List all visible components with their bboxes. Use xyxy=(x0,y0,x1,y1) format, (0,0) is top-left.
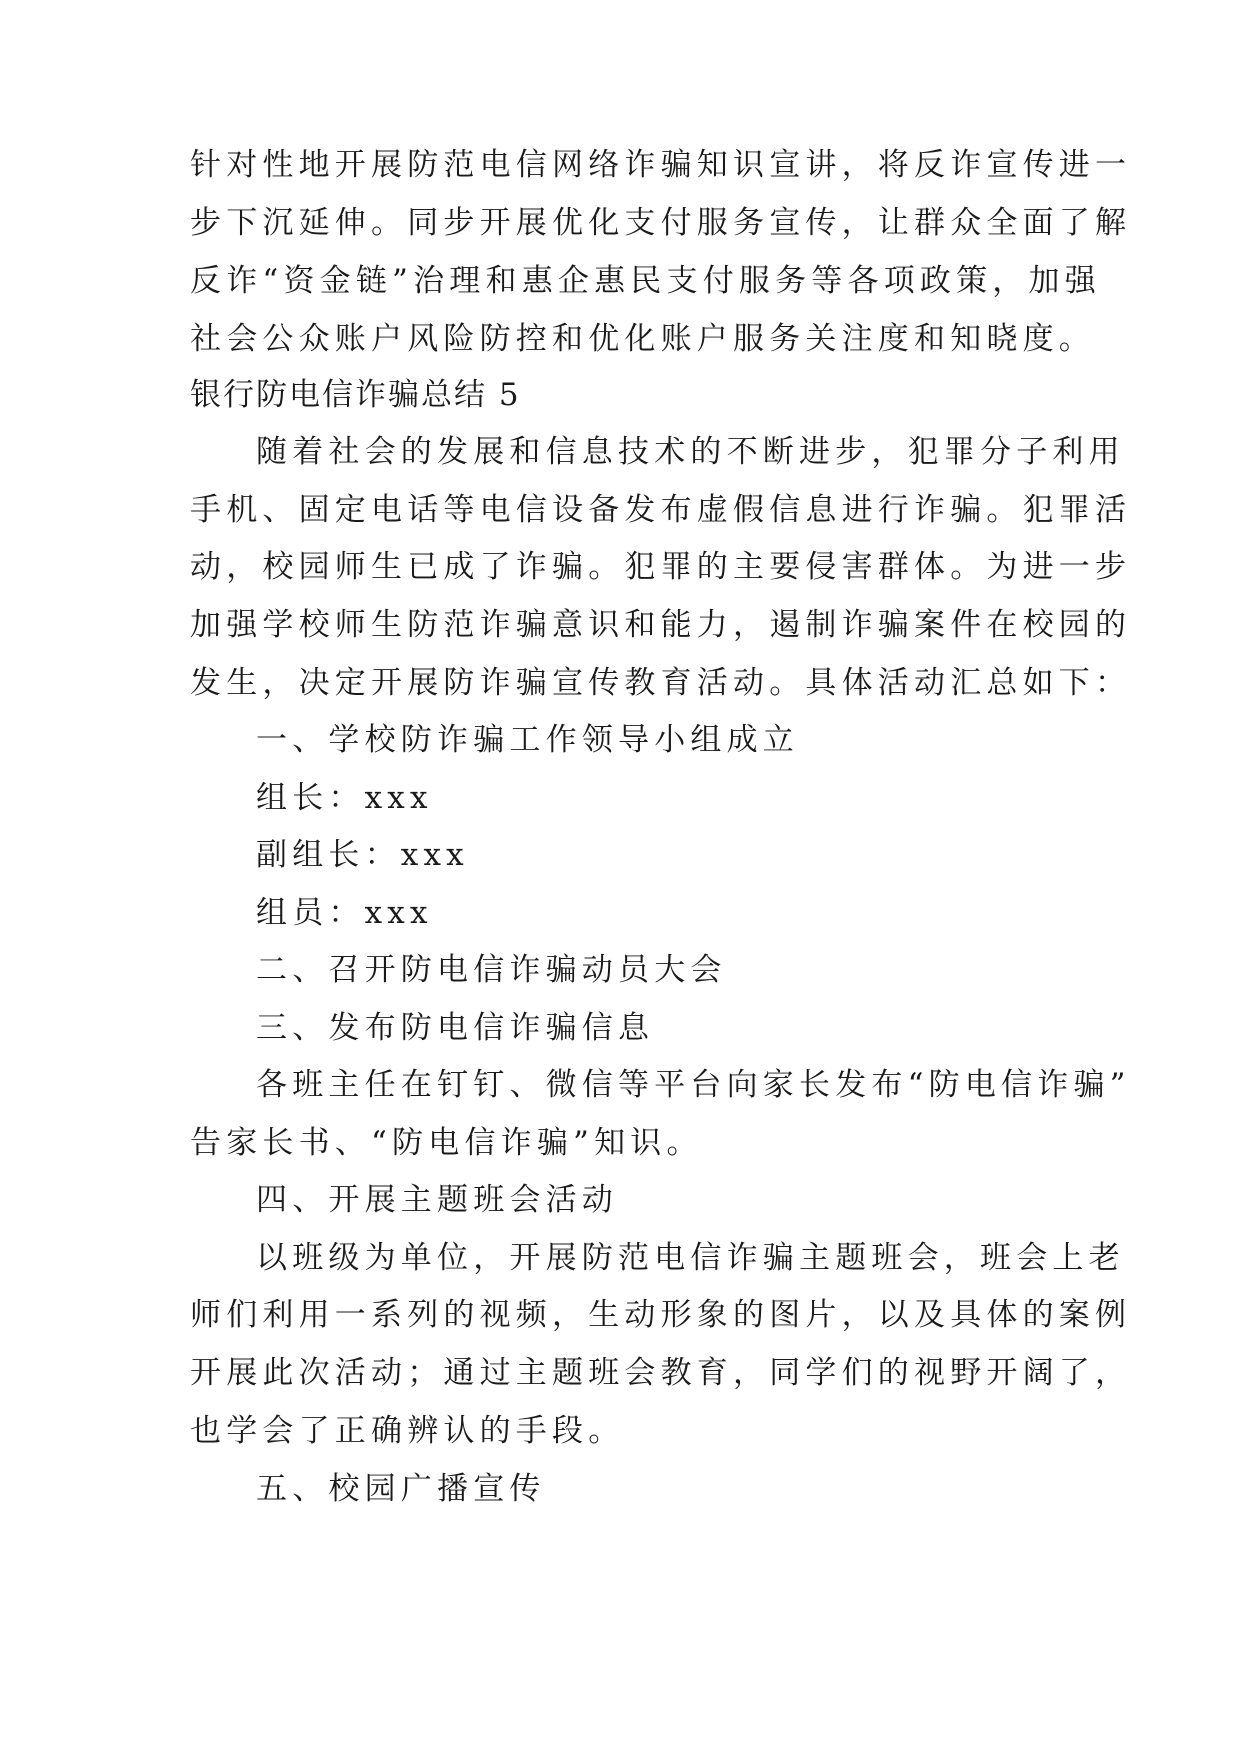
paragraph-line: 针对性地开展防范电信网络诈骗知识宣讲，将反诈宣传进一 xyxy=(190,147,1132,183)
paragraph-line: 加强学校师生防范诈骗意识和能力，遏制诈骗案件在校园的 xyxy=(190,607,1132,643)
heading-item: 二、召开防电信诈骗动员大会 xyxy=(256,952,727,988)
paragraph-line: 反诈“资金链”治理和惠企惠民支付服务等各项政策，加强 xyxy=(190,263,1101,299)
paragraph-line: 告家长书、“防电信诈骗”知识。 xyxy=(190,1125,703,1161)
paragraph-line: 步下沉延伸。同步开展优化支付服务宣传，让群众全面了解 xyxy=(190,205,1132,241)
heading-item: 一、学校防诈骗工作领导小组成立 xyxy=(256,722,799,758)
heading-item: 三、发布防电信诈骗信息 xyxy=(256,1010,655,1046)
paragraph-line: 也学会了正确辨认的手段。 xyxy=(190,1413,625,1449)
paragraph-line: 以班级为单位，开展防范电信诈骗主题班会，班会上老 xyxy=(256,1240,1125,1276)
paragraph-line: 开展此次活动；通过主题班会教育，同学们的视野开阔了， xyxy=(190,1355,1132,1391)
paragraph-line: 各班主任在钉钉、微信等平台向家长发布“防电信诈骗” xyxy=(256,1067,1131,1103)
paragraph-line: 随着社会的发展和信息技术的不断进步，犯罪分子利用 xyxy=(256,434,1125,470)
paragraph-line: 手机、固定电话等电信设备发布虚假信息进行诈骗。犯罪活 xyxy=(190,492,1132,528)
heading-item: 四、开展主题班会活动 xyxy=(256,1182,618,1218)
heading-item: 五、校园广播宣传 xyxy=(256,1471,546,1507)
paragraph-line: 组员：xxx xyxy=(256,895,433,931)
paragraph-line: 发生，决定开展防诈骗宣传教育活动。具体活动汇总如下： xyxy=(190,665,1132,701)
paragraph-line: 社会公众账户风险防控和优化账户服务关注度和知晓度。 xyxy=(190,321,1095,357)
paragraph-line: 组长：xxx xyxy=(256,780,433,816)
paragraph-line: 师们利用一系列的视频，生动形象的图片，以及具体的案例 xyxy=(190,1297,1132,1333)
paragraph-line: 副组长：xxx xyxy=(256,837,469,873)
section-title: 银行防电信诈骗总结 5 xyxy=(190,377,521,413)
paragraph-line: 动，校园师生已成了诈骗。犯罪的主要侵害群体。为进一步 xyxy=(190,549,1132,585)
